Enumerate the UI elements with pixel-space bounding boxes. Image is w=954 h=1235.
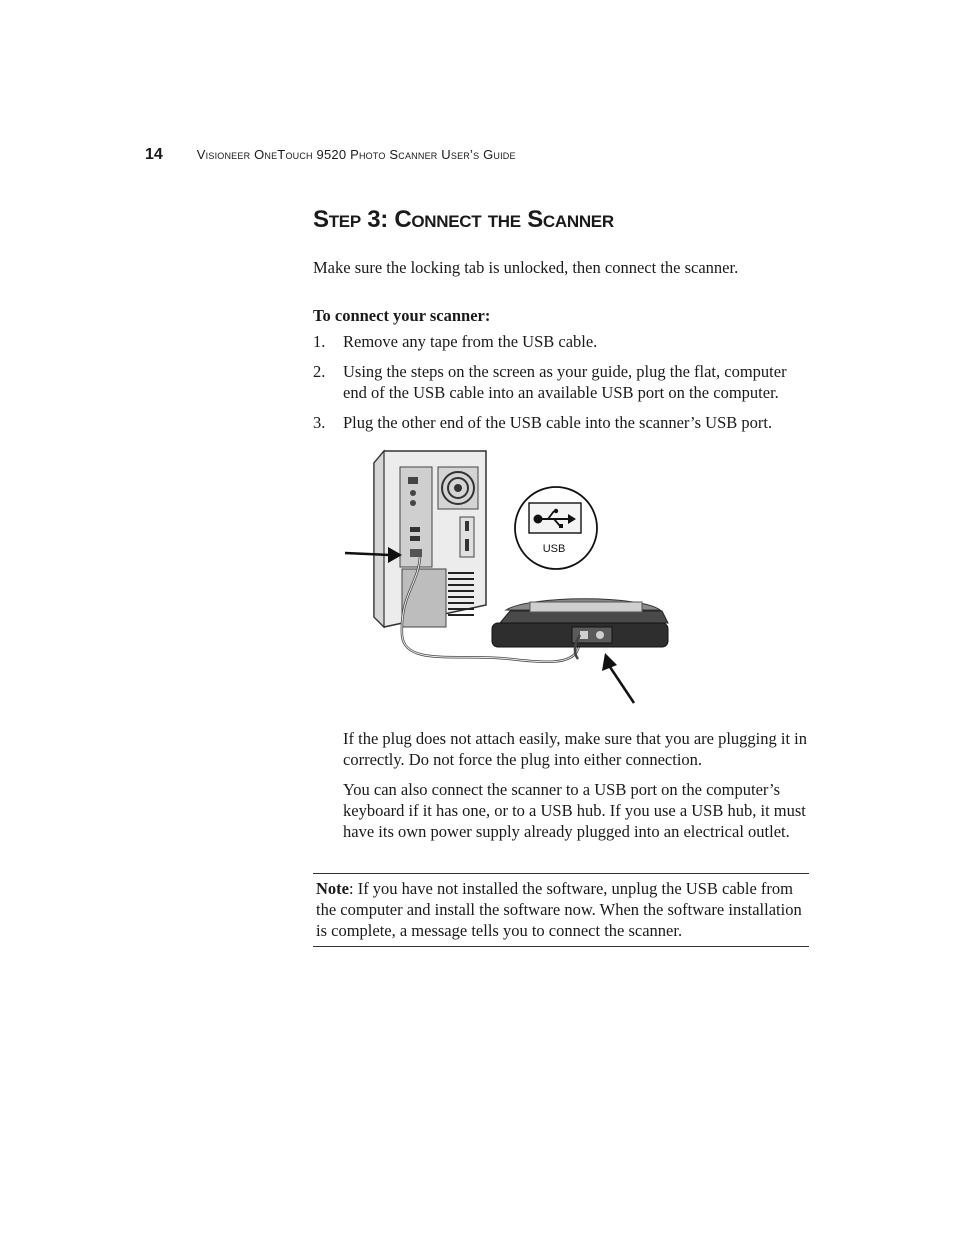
note-text: : If you have not installed the software, unplug the USB cable from the computer and install the software now. When the software installation is complete, a message tells you to connect the scanner. [316,879,802,940]
connection-diagram [340,445,700,710]
step-text: Using the steps on the screen as your guide, plug the flat, computer end of the USB cable into an available USB port on the computer. [343,362,787,402]
intro-text: Make sure the locking tab is unlocked, then connect the scanner. [313,258,739,277]
note-box [313,873,809,947]
step-number: 3. [313,413,326,432]
step-text: Plug the other end of the USB cable into the scanner’s USB port. [343,413,773,432]
scanner [492,599,668,659]
connection-illustration [340,445,700,710]
step-number: 1. [313,332,326,351]
arrow-icon [602,653,634,703]
paragraph: You can also connect the scanner to a USB port on the computer’s keyboard if it has one, or to a USB hub. If you use a USB hub, it must have its own power supply already plugged into an electrical outlet. [343,780,806,841]
step-number: 2. [313,362,326,381]
step-list [313,331,813,442]
page-number: 14 [145,146,163,163]
note-label: Note [316,879,349,898]
procedure-title: To connect your scanner: [313,306,491,325]
step-item [313,331,813,352]
usb-label: USB [542,543,566,555]
step-text: Remove any tape from the USB cable. [343,332,598,351]
section-title: Step 3: Connect the Scanner [313,206,614,233]
step-item [313,361,813,403]
usb-badge [515,487,597,569]
running-header [145,146,516,164]
computer-tower [374,451,486,627]
step-item [313,412,813,433]
book-title: Visioneer OneTouch 9520 Photo Scanner User’s Guide [196,147,516,162]
paragraph: If the plug does not attach easily, make sure that you are plugging it in correctly. Do not force the plug into either connection. [343,729,808,769]
